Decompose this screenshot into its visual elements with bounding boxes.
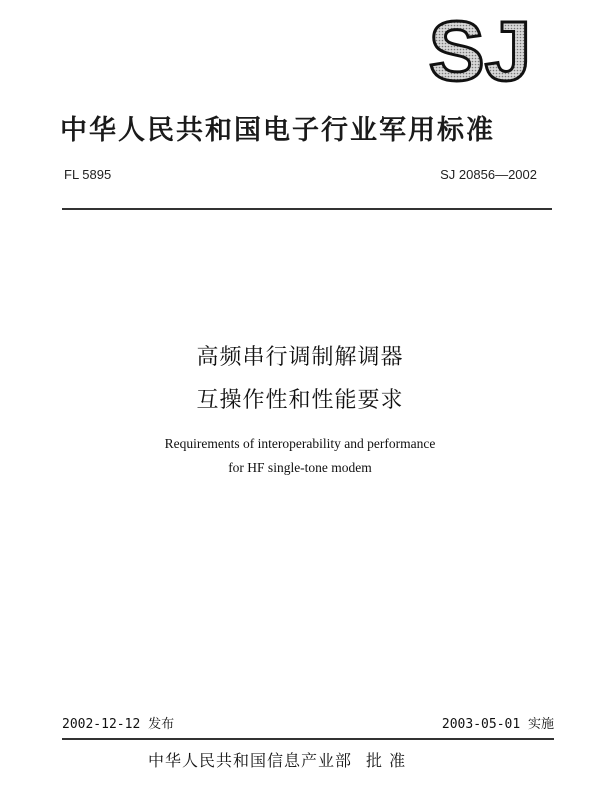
title-english-line-1: Requirements of interoperability and performance [164,436,436,451]
title-english-line-2: for HF single-tone modem [228,460,372,475]
title-chinese-line-1: 高频串行调制解调器 [196,345,404,370]
implementation-date: 2003-05-01 实施 [441,717,554,732]
footer-divider [62,738,554,740]
sj-logo [420,12,540,86]
classification-code: FL 5895 [64,167,112,182]
issue-date: 2002-12-12 发布 [62,717,175,732]
header-divider [62,208,552,210]
approval-label: 批 准 [366,751,407,770]
standard-category-title: 中华人民共和国电子行业军用标准 [60,115,495,146]
title-chinese-line-2: 互操作性和性能要求 [196,388,404,413]
standard-number: SJ 20856—2002 [440,167,537,182]
issuer-name: 中华人民共和国信息产业部 [148,751,353,770]
sj-logo-text: SJ [428,12,532,86]
issuing-authority [148,748,406,771]
